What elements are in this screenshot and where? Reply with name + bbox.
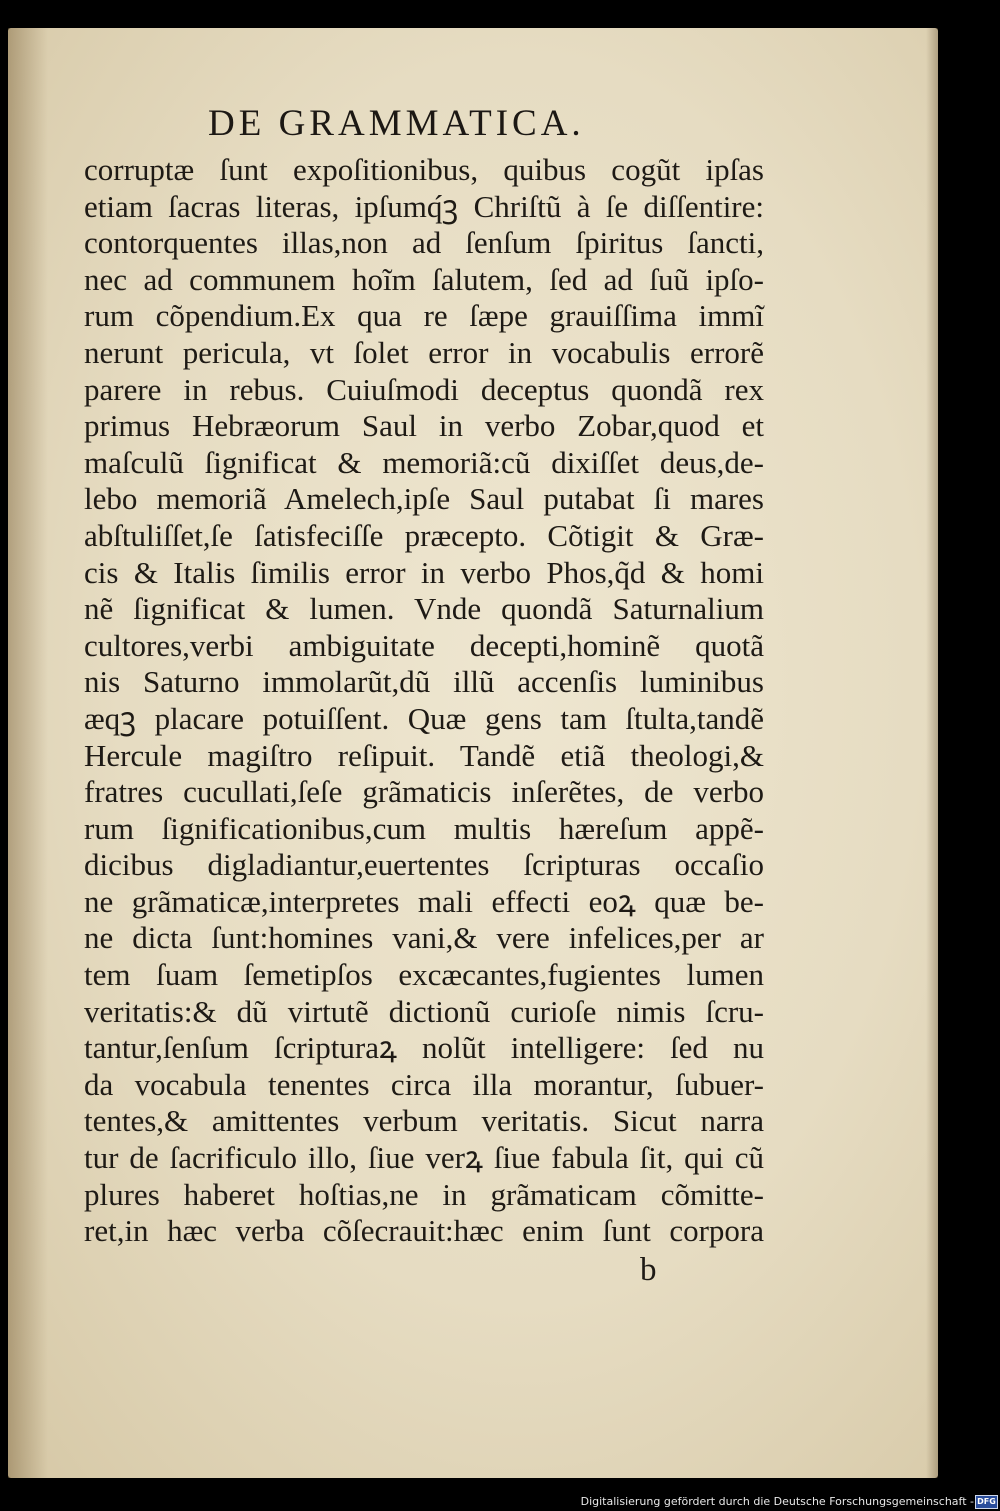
- text-line: plures haberet hoſtias,ne in grãmaticam cõmitte-: [84, 1176, 764, 1212]
- text-line: contorquentes illas,non ad ſenſum ſpiritus ſancti,: [84, 225, 764, 261]
- body-text: [84, 152, 764, 1250]
- text-line: parere in rebus. Cuiuſmodi deceptus quondã rex: [84, 371, 764, 407]
- text-line: da vocabula tenentes circa illa morantur, ſubuer-: [84, 1066, 764, 1102]
- text-line: cis & Italis ſimilis error in verbo Phos,q̃d & homi: [84, 554, 764, 590]
- text-line: tantur,ſenſum ſcripturaꝝ nolũt intelligere: ſed nu: [84, 1030, 764, 1066]
- text-line: nec ad communem hoĩm ſalutem, ſed ad ſuũ ipſo-: [84, 261, 764, 297]
- text-line: etiam ſacras literas, ipſumq́ꝫ Chriſtũ à ſe diſſentire:: [84, 188, 764, 224]
- text-line: nis Saturno immolarũt,dũ illũ accenſis luminibus: [84, 664, 764, 700]
- digitization-credit: Digitalisierung gefördert durch die Deutsche Forschungsgemeinschaft -: [580, 1495, 974, 1508]
- running-head: DE GRAMMATICA.: [208, 103, 585, 144]
- dfg-logo: DFG: [975, 1495, 998, 1509]
- text-line: maſculũ ſignificat & memoriã:cũ dixiſſet deus,de-: [84, 444, 764, 480]
- text-line: dicibus digladiantur,euertentes ſcripturas occaſio: [84, 847, 764, 883]
- text-line: abſtuliſſet,ſe ſatisfeciſſe præcepto. Cõtigit & Græ-: [84, 517, 764, 553]
- text-line: fratres cucullati,ſeſe grãmaticis inſerẽtes, de verbo: [84, 774, 764, 810]
- text-line: veritatis:& dũ virtutẽ dictionũ curioſe nimis ſcru-: [84, 993, 764, 1029]
- text-line: nerunt pericula, vt ſolet error in vocabulis errorẽ: [84, 334, 764, 370]
- text-line: ret,in hæc verba cõſecrauit:hæc enim ſunt corpora: [84, 1213, 764, 1249]
- text-line: lebo memoriã Amelech,ipſe Saul putabat ſi mares: [84, 481, 764, 517]
- text-line: rum ſignificationibus,cum multis hæreſum appẽ-: [84, 810, 764, 846]
- text-line: Hercule magiſtro reſipuit. Tandẽ etiã theologi,&: [84, 737, 764, 773]
- text-line: nẽ ſignificat & lumen. Vnde quondã Saturnalium: [84, 591, 764, 627]
- text-line: primus Hebræorum Saul in verbo Zobar,quod et: [84, 408, 764, 444]
- text-line: ne grãmaticæ,interpretes mali effecti eoꝝ quæ be-: [84, 883, 764, 919]
- text-line: tentes,& amittentes verbum veritatis. Sicut narra: [84, 1103, 764, 1139]
- text-line: tem ſuam ſemetipſos excæcantes,fugientes lumen: [84, 957, 764, 993]
- text-line: rum cõpendium.Ex qua re ſæpe grauiſſima immĩ: [84, 298, 764, 334]
- signature-mark: b: [640, 1252, 657, 1288]
- text-line: ne dicta ſunt:homines vani,& vere infelices,per ar: [84, 920, 764, 956]
- text-line: tur de ſacrificulo illo, ſiue verꝝ ſiue fabula ſit, qui cũ: [84, 1140, 764, 1176]
- text-line: cultores,verbi ambiguitate decepti,hominẽ quotã: [84, 627, 764, 663]
- book-page: [8, 28, 938, 1478]
- text-line: corruptæ ſunt expoſitionibus, quibus cogũt ipſas: [84, 152, 764, 187]
- text-line: æqꝫ placare potuiſſent. Quæ gens tam ſtulta,tandẽ: [84, 700, 764, 736]
- page-edge-shadow: [926, 28, 938, 1478]
